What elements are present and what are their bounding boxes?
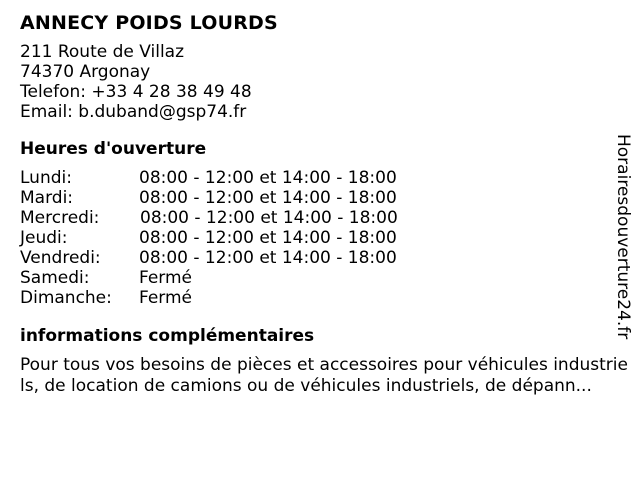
day-label: Lundi:: [20, 168, 72, 188]
business-name: ANNECY POIDS LOURDS: [20, 12, 278, 34]
hours-row-mercredi: [20, 208, 610, 228]
hours-row-lundi: [20, 168, 610, 188]
time-range: 08:00 - 12:00 et 14:00 - 18:00: [139, 248, 397, 268]
opening-hours-heading: Heures d'ouverture: [20, 139, 207, 159]
hours-row-dimanche: [20, 288, 610, 308]
postal-city: 74370 Argonay: [20, 62, 151, 82]
email-address: Email: b.duband@gsp74.fr: [20, 102, 247, 122]
time-range: 08:00 - 12:00 et 14:00 - 18:00: [139, 168, 397, 188]
hours-row-mardi: [20, 188, 610, 208]
phone-number: Telefon: +33 4 28 38 49 48: [20, 82, 252, 102]
time-range: 08:00 - 12:00 et 14:00 - 18:00: [139, 188, 397, 208]
hours-row-jeudi: [20, 228, 610, 248]
day-label: Dimanche:: [20, 288, 112, 308]
time-range: Fermé: [139, 268, 193, 288]
site-watermark: Horairesdouverture24.fr: [613, 134, 633, 340]
day-label: Vendredi:: [20, 248, 101, 268]
additional-info-heading: informations complémentaires: [20, 326, 315, 346]
street-address: 211 Route de Villaz: [20, 42, 185, 62]
hours-row-vendredi: [20, 248, 610, 268]
day-label: Mardi:: [20, 188, 74, 208]
time-range: 08:00 - 12:00 et 14:00 - 18:00: [140, 208, 398, 228]
opening-hours-list: [20, 168, 610, 308]
hours-row-samedi: [20, 268, 610, 288]
day-label: Jeudi:: [20, 228, 68, 248]
day-label: Mercredi:: [20, 208, 100, 228]
day-label: Samedi:: [20, 268, 90, 288]
time-range: Fermé: [139, 288, 193, 308]
additional-info-text: Pour tous vos besoins de pièces et accessoires pour véhicules industriels, de location de camions ou de véhicules industriels, de dépann...: [20, 355, 628, 396]
time-range: 08:00 - 12:00 et 14:00 - 18:00: [139, 228, 397, 248]
address-block: [20, 42, 610, 122]
